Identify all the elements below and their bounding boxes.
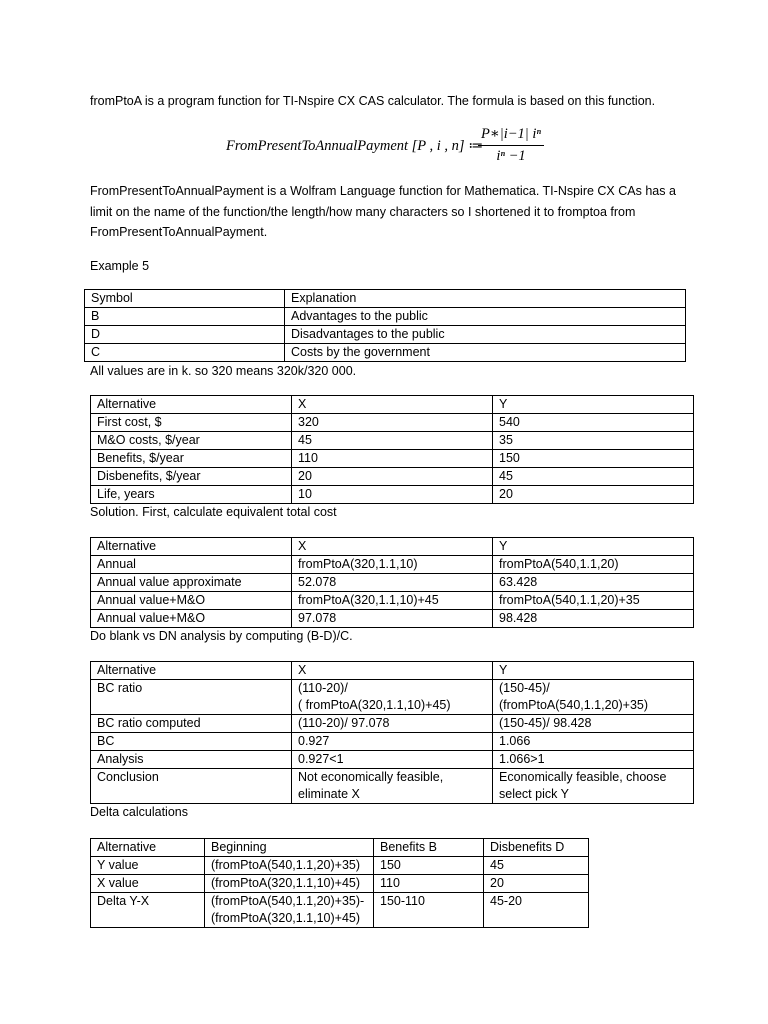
bc-table-cell-line: select pick Y <box>499 787 569 801</box>
alternatives-table-cell: X <box>292 396 493 414</box>
alternatives-table-cell: 45 <box>493 468 694 486</box>
annual-value-table <box>90 537 694 628</box>
bc-table-cell: BC ratio <box>91 680 292 715</box>
symbols-table-row <box>85 326 686 344</box>
bc-table-cell-line: eliminate X <box>298 787 360 801</box>
annual-table-header-row <box>91 538 694 556</box>
description-line-2: limit on the name of the function/the length/how many characters so I shortened it to fromptoa from <box>90 205 636 219</box>
alternatives-table-cell: 20 <box>292 468 493 486</box>
bc-table-cell: BC <box>91 733 292 751</box>
bc-table-cell <box>493 680 694 715</box>
delta-table-cell: 150-110 <box>374 893 484 928</box>
delta-table-cell: 45 <box>484 857 589 875</box>
annual-table-row <box>91 610 694 628</box>
formula-fraction <box>478 124 544 166</box>
delta-table-cell: 45-20 <box>484 893 589 928</box>
bc-table-cell-line: (110-20)/ <box>298 681 348 695</box>
annual-table-cell: fromPtoA(320,1.1,10) <box>292 556 493 574</box>
bc-table-cell <box>493 769 694 804</box>
annual-table-cell: Annual value+M&O <box>91 610 292 628</box>
bc-table-cell-line: (150-45)/ <box>499 681 550 695</box>
bc-table-cell: 0.927 <box>292 733 493 751</box>
annual-table-cell: 52.078 <box>292 574 493 592</box>
bc-table-cell: Y <box>493 662 694 680</box>
intro-paragraph: fromPtoA is a program function for TI-Nspire CX CAS calculator. The formula is based on this function. <box>90 94 656 108</box>
description-line-3: FromPresentToAnnualPayment. <box>90 225 268 239</box>
bc-table-cell: Analysis <box>91 751 292 769</box>
bc-ratio-table <box>90 661 694 804</box>
delta-table-cell: Y value <box>91 857 205 875</box>
bc-table-cell: (150-45)/ 98.428 <box>493 715 694 733</box>
alternatives-table-cell: Y <box>493 396 694 414</box>
bc-table-cell <box>292 680 493 715</box>
delta-table-cell: Disbenefits D <box>484 839 589 857</box>
bc-table-row <box>91 733 694 751</box>
bc-table-cell-line: (fromPtoA(540,1.1,20)+35) <box>499 698 649 712</box>
annual-table-cell: fromPtoA(320,1.1,10)+45 <box>292 592 493 610</box>
annual-table-cell: Annual value approximate <box>91 574 292 592</box>
symbols-table-cell: Symbol <box>85 290 285 308</box>
values-note: All values are in k. so 320 means 320k/320 000. <box>90 364 357 378</box>
bc-table-cell: X <box>292 662 493 680</box>
annual-table-cell: Annual value+M&O <box>91 592 292 610</box>
symbols-table-row <box>85 308 686 326</box>
bc-table-cell <box>292 769 493 804</box>
annual-table-cell: X <box>292 538 493 556</box>
symbols-table-header-row <box>85 290 686 308</box>
delta-table-cell: 110 <box>374 875 484 893</box>
alternatives-table-cell: Benefits, $/year <box>91 450 292 468</box>
alternatives-table-header-row <box>91 396 694 414</box>
bc-table-row <box>91 680 694 715</box>
symbols-table-cell: B <box>85 308 285 326</box>
annual-table-cell: Annual <box>91 556 292 574</box>
alternatives-table-row <box>91 432 694 450</box>
delta-table-row <box>91 857 589 875</box>
delta-table <box>90 838 589 928</box>
annual-table-cell: fromPtoA(540,1.1,20) <box>493 556 694 574</box>
delta-table-cell: 150 <box>374 857 484 875</box>
alternatives-table-cell: Life, years <box>91 486 292 504</box>
alternatives-table <box>90 395 694 504</box>
delta-table-cell: Beginning <box>205 839 374 857</box>
delta-table-cell: Benefits B <box>374 839 484 857</box>
delta-table-cell: 20 <box>484 875 589 893</box>
delta-table-row <box>91 893 589 928</box>
alternatives-table-cell: Disbenefits, $/year <box>91 468 292 486</box>
delta-table-cell: (fromPtoA(540,1.1,20)+35) <box>205 857 374 875</box>
annual-table-cell: Alternative <box>91 538 292 556</box>
formula-lhs: FromPresentToAnnualPayment [P , i , n] ≔ <box>226 138 484 154</box>
bc-table-row <box>91 715 694 733</box>
annual-table-row <box>91 592 694 610</box>
bc-table-cell: (110-20)/ 97.078 <box>292 715 493 733</box>
description-line-1: FromPresentToAnnualPayment is a Wolfram Language function for Mathematica. TI-Nspire CX CAs has a <box>90 184 676 198</box>
alternatives-table-cell: M&O costs, $/year <box>91 432 292 450</box>
annual-table-cell: Y <box>493 538 694 556</box>
alternatives-table-cell: 35 <box>493 432 694 450</box>
delta-table-cell: Delta Y-X <box>91 893 205 928</box>
annual-table-cell: 63.428 <box>493 574 694 592</box>
alternatives-table-cell: First cost, $ <box>91 414 292 432</box>
alternatives-table-row <box>91 486 694 504</box>
alternatives-table-row <box>91 414 694 432</box>
symbols-table-cell: Disadvantages to the public <box>285 326 686 344</box>
formula <box>226 124 556 170</box>
alternatives-table-cell: Alternative <box>91 396 292 414</box>
annual-table-row <box>91 556 694 574</box>
alternatives-table-cell: 45 <box>292 432 493 450</box>
alternatives-table-cell: 150 <box>493 450 694 468</box>
alternatives-table-cell: 540 <box>493 414 694 432</box>
alternatives-table-cell: 320 <box>292 414 493 432</box>
dn-analysis-text: Do blank vs DN analysis by computing (B-D)/C. <box>90 629 353 643</box>
alternatives-table-row <box>91 468 694 486</box>
delta-table-cell-line: (fromPtoA(540,1.1,20)+35)- <box>211 894 365 908</box>
bc-table-cell-line: Economically feasible, choose <box>499 770 667 784</box>
symbols-table-cell: C <box>85 344 285 362</box>
delta-title: Delta calculations <box>90 805 188 819</box>
alternatives-table-cell: 10 <box>292 486 493 504</box>
delta-table-cell: X value <box>91 875 205 893</box>
bc-table-cell: 0.927<1 <box>292 751 493 769</box>
annual-table-cell: 98.428 <box>493 610 694 628</box>
bc-table-cell-line: Not economically feasible, <box>298 770 444 784</box>
alternatives-table-row <box>91 450 694 468</box>
symbols-table-cell: Advantages to the public <box>285 308 686 326</box>
bc-table-cell: Conclusion <box>91 769 292 804</box>
solution-text: Solution. First, calculate equivalent total cost <box>90 505 337 519</box>
bc-table-cell-line: ( fromPtoA(320,1.1,10)+45) <box>298 698 451 712</box>
annual-table-cell: 97.078 <box>292 610 493 628</box>
bc-table-row <box>91 769 694 804</box>
delta-table-cell: Alternative <box>91 839 205 857</box>
delta-table-cell <box>205 893 374 928</box>
bc-table-cell: 1.066 <box>493 733 694 751</box>
bc-table-cell: BC ratio computed <box>91 715 292 733</box>
delta-table-header-row <box>91 839 589 857</box>
symbols-table-row <box>85 344 686 362</box>
bc-table-cell: Alternative <box>91 662 292 680</box>
symbols-table-cell: Explanation <box>285 290 686 308</box>
example-title: Example 5 <box>90 259 150 273</box>
delta-table-row <box>91 875 589 893</box>
formula-denominator: iⁿ −1 <box>496 148 526 164</box>
formula-numerator: P∗|i−1| iⁿ <box>481 126 541 142</box>
bc-table-header-row <box>91 662 694 680</box>
symbols-table-cell: Costs by the government <box>285 344 686 362</box>
symbols-table <box>84 289 686 362</box>
bc-table-row <box>91 751 694 769</box>
bc-table-cell: 1.066>1 <box>493 751 694 769</box>
annual-table-cell: fromPtoA(540,1.1,20)+35 <box>493 592 694 610</box>
annual-table-row <box>91 574 694 592</box>
delta-table-cell-line: (fromPtoA(320,1.1,10)+45) <box>211 911 361 925</box>
symbols-table-cell: D <box>85 326 285 344</box>
delta-table-cell: (fromPtoA(320,1.1,10)+45) <box>205 875 374 893</box>
alternatives-table-cell: 110 <box>292 450 493 468</box>
alternatives-table-cell: 20 <box>493 486 694 504</box>
